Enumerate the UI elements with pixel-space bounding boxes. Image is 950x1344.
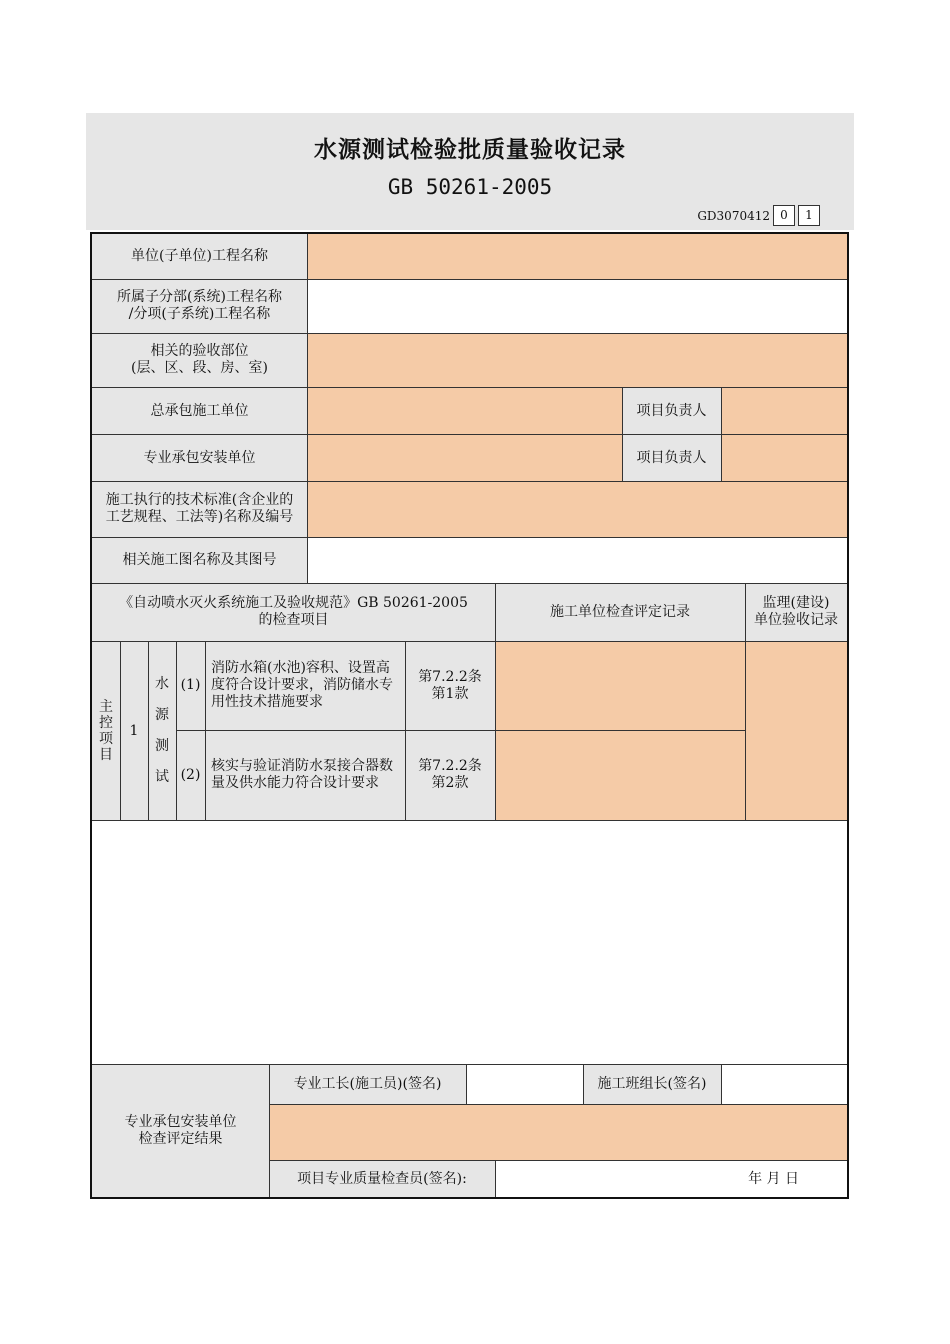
acceptance-part-label [92,333,307,387]
unit-project-name-field[interactable] [307,233,847,279]
tech-standard-field[interactable] [307,481,847,537]
sub-item-2-record[interactable] [495,730,745,820]
foreman-label: 专业工长(施工员)(签名) [269,1064,466,1104]
general-contractor-label: 总承包施工单位 [92,387,307,434]
project-leader-field-2[interactable] [721,434,847,481]
form-code [697,205,820,226]
sub-item-1-number: (1) [176,641,205,730]
page-title: 水源测试检验批质量验收记录 [314,137,626,163]
foreman-signature[interactable] [466,1064,583,1104]
subdivision-name-field[interactable] [307,279,847,333]
team-leader-signature[interactable] [721,1064,847,1104]
subdivision-name-label [92,279,307,333]
sub-item-1-clause-line2: 第1款 [431,685,469,702]
sub-item-1-text: 消防水箱(水池)容积、设置高度符合设计要求，消防储水专用性技术措施要求 [205,641,405,730]
acceptance-part-label-line2: (层、区、段、房、室) [131,360,268,376]
sub-item-1-record[interactable] [495,641,745,730]
form-code-box-1: 0 [773,205,795,226]
form-code-box-2: 1 [798,205,820,226]
form-code-text: GD3070412 [697,208,770,223]
supervisor-record-header-line2: 单位验收记录 [754,612,838,628]
date-field[interactable]: 年 月 日 [495,1160,847,1198]
standard-number: GB 50261-2005 [387,175,553,199]
sub-item-2-clause-line2: 第2款 [431,775,469,791]
sub-item-2-clause-line1: 第7.2.2条 [418,758,482,774]
specialty-contractor-label: 专业承包安装单位 [92,434,307,481]
general-contractor-field[interactable] [307,387,622,434]
subdivision-name-label-line1: 所属子分部(系统)工程名称 [117,289,282,305]
drawing-name-label: 相关施工图名称及其图号 [92,537,307,583]
project-leader-field-1[interactable] [721,387,847,434]
main-control-label: 主控项目 [92,641,120,820]
category-label: 水源测试 [148,641,176,820]
sub-item-1-clause-line1: 第7.2.2条 [418,668,482,685]
result-label [92,1064,269,1198]
sub-item-2-number: (2) [176,730,205,820]
sub-item-2-text: 核实与验证消防水泵接合器数量及供水能力符合设计要求 [205,730,405,820]
project-leader-label-2: 项目负责人 [622,434,721,481]
sub-item-1-clause [405,641,495,730]
result-field[interactable] [269,1104,847,1160]
form-header [86,113,854,230]
result-label-line1: 专业承包安装单位 [124,1114,237,1130]
spec-header-line1: 《自动喷水灭火系统施工及验收规范》GB 50261-2005 [119,595,468,611]
team-leader-label: 施工班组长(签名) [583,1064,721,1104]
supervisor-record-header-line1: 监理(建设) [762,595,830,611]
drawing-name-field[interactable] [307,537,847,583]
tech-standard-label-line1: 施工执行的技术标准(含企业的 [105,492,294,508]
sub-item-2-clause [405,730,495,820]
acceptance-part-field[interactable] [307,333,847,387]
spec-header [92,583,495,641]
spec-header-line2: 的检查项目 [258,612,329,628]
unit-project-name-label: 单位(子单位)工程名称 [92,233,307,279]
supervisor-record-header [745,583,847,641]
subdivision-name-label-line2: /分项(子系统)工程名称 [128,306,271,322]
contractor-record-header: 施工单位检查评定记录 [495,583,745,641]
tech-standard-label [92,481,307,537]
quality-inspector-label: 项目专业质量检查员(签名): [269,1160,495,1198]
blank-area [92,820,847,1064]
result-label-line2: 检查评定结果 [138,1131,223,1147]
acceptance-part-label-line1: 相关的验收部位 [150,343,249,359]
supervisor-record-field[interactable] [745,641,847,820]
specialty-contractor-field[interactable] [307,434,622,481]
tech-standard-label-line2: 工艺规程、工法等)名称及编号 [105,509,294,525]
project-leader-label-1: 项目负责人 [622,387,721,434]
item-number: 1 [120,641,148,820]
